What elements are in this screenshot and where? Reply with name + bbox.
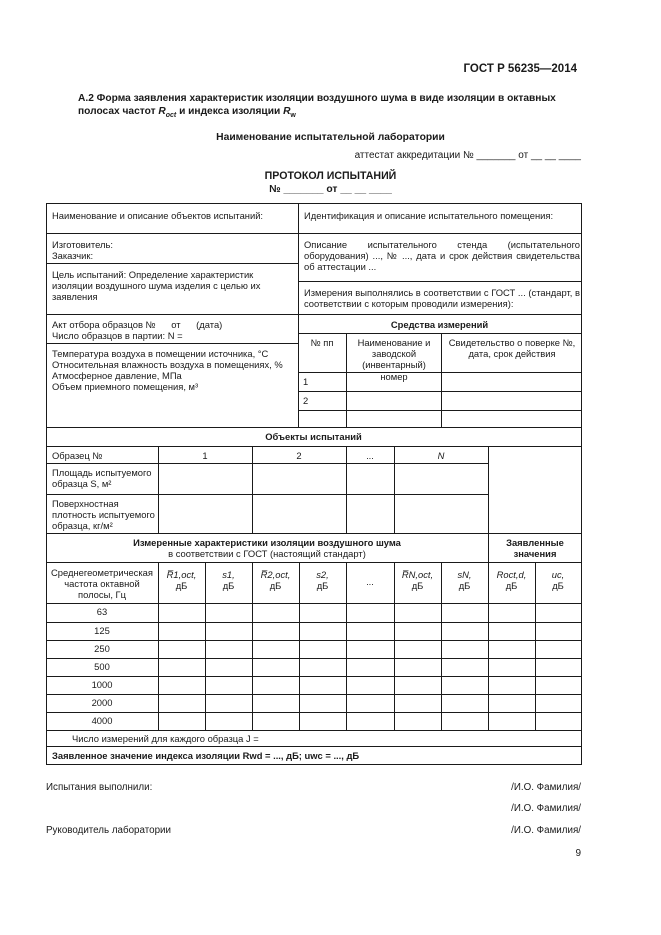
signature-3: /И.О. Фамилия/ (511, 825, 581, 836)
test-purpose: Цель испытаний: Определение характеристик изоляции воздушного шума изделия с целью их заявления (52, 269, 261, 303)
sampling-act: Акт отбора образцов № от (дата) (52, 319, 223, 330)
frequency-1000: 1000 (91, 679, 113, 690)
sample-number-1: 1 (202, 450, 208, 461)
lab-head-label: Руководитель лаборатории (46, 825, 171, 836)
signature-2: /И.О. Фамилия/ (511, 803, 581, 814)
protocol-number: № _______ от __ __ ____ (269, 184, 392, 195)
measured-title-line1: Измеренные характеристики изоляции воздушного шума (133, 537, 401, 548)
section-title-line2: полосах частот $R_{oct}$ и индекса изоляции $R_w$ (78, 106, 296, 120)
performed-by-label: Испытания выполнили: (46, 782, 153, 793)
sample-number-2: 2 (296, 450, 302, 461)
condition-humidity: Относительная влажность воздуха в помещениях, % (52, 359, 283, 370)
protocol-title: ПРОТОКОЛ ИСПЫТАНИЙ (264, 170, 397, 182)
col-r1oct: R̅1,oct, дБ (166, 569, 197, 592)
frequency-2000: 2000 (91, 697, 113, 708)
lab-name: Наименование испытательной лаборатории (216, 132, 445, 143)
frequency-header: Среднегеометрическая частота октавной полосы, Гц (51, 567, 153, 601)
room-description-label: Идентификация и описание испытательного помещения: (304, 210, 554, 221)
page-number: 9 (575, 848, 581, 859)
measurements-note: Измерения выполнялись в соответствии с ГОСТ ... (стандарт, в соответствии с которым проводили измерения): (304, 287, 580, 310)
instr-col-number: № пп (310, 337, 334, 348)
objects-description-label: Наименование и описание объектов испытаний: (52, 210, 264, 221)
sample-label: Образец № (52, 450, 103, 461)
sample-number-ellipsis: ... (366, 450, 374, 461)
col-uc: uc, дБ (551, 569, 565, 592)
col-s2: s2, дБ (316, 569, 329, 592)
measurement-count: Число измерений для каждого образца J = (72, 733, 259, 744)
col-ellipsis: ... (366, 576, 374, 587)
frequency-4000: 4000 (91, 715, 113, 726)
declared-index: Заявленное значение индекса изоляции Rwd = ..., дБ; uwc = ..., дБ (52, 750, 360, 761)
frequency-125: 125 (94, 625, 110, 636)
col-rnoct: R̅N,oct, дБ (401, 569, 434, 592)
instr-col-name: Наименование и заводской (инвентарный) номер (357, 337, 431, 382)
frequency-250: 250 (94, 643, 110, 654)
standard-number: ГОСТ Р 56235—2014 (463, 63, 577, 75)
surface-density-label: Поверхностная плотность испытуемого образца, кг/м² (52, 498, 155, 532)
stand-description: Описание испытательного стенда (испытательного оборудования) ..., № ..., дата и срок действия свидетельства об аттестации ... (304, 239, 580, 273)
col-s1: s1, дБ (222, 569, 235, 592)
col-sn: sN, дБ (457, 569, 472, 592)
accreditation: аттестат аккредитации № _______ от __ __ ____ (354, 150, 581, 161)
sample-area-label: Площадь испытуемого образца S, м² (52, 467, 152, 490)
signature-1: /И.О. Фамилия/ (511, 782, 581, 793)
condition-pressure: Атмосферное давление, МПа (52, 370, 182, 381)
measured-title-line2: в соответствии с ГОСТ (настоящий стандарт) (168, 548, 366, 559)
instruments-title: Средства измерений (390, 319, 489, 330)
sample-number-n: N (437, 450, 445, 461)
instr-row-2: 2 (303, 395, 309, 406)
col-r2oct: R̅2,oct, дБ (260, 569, 291, 592)
condition-temperature: Температура воздуха в помещении источника, °С (52, 348, 269, 359)
condition-volume: Объем приемного помещения, м³ (52, 381, 199, 392)
instr-col-certificate: Свидетельство о поверке №, дата, срок действия (448, 337, 576, 360)
section-title-line1: А.2 Форма заявления характеристик изоляции воздушного шума в виде изоляции в октавных (78, 93, 556, 104)
frequency-500: 500 (94, 661, 110, 672)
rw-symbol: R (283, 106, 291, 117)
customer-label: Заказчик: (52, 250, 94, 261)
instr-row-1: 1 (303, 376, 309, 387)
objects-title: Объекты испытаний (265, 431, 362, 442)
col-roctd: Roct,d, дБ (496, 569, 527, 592)
frequency-63: 63 (96, 606, 108, 617)
declared-title: Заявленные значения (506, 537, 564, 560)
batch-count: Число образцов в партии: N = (52, 330, 183, 341)
manufacturer-label: Изготовитель: (52, 239, 113, 250)
